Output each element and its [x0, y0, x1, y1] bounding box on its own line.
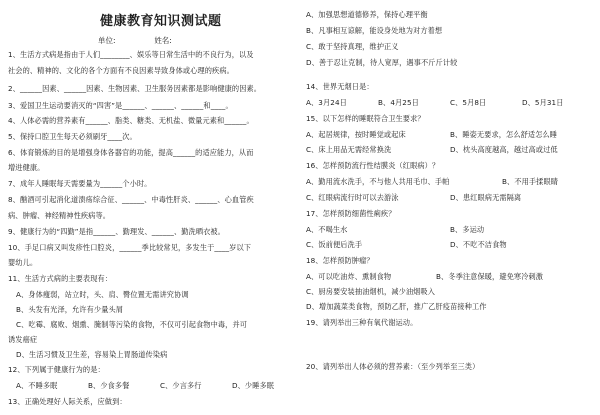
question-11-option-c-line-1: C、吃霉、腐败、烟熏、腌制等污染的食物，不仅可引起食物中毒，并可 [16, 320, 248, 329]
question-16: 16、怎样预防流行性结膜炎（红眼病）？ [306, 161, 440, 170]
question-6-line-2: 增进健康。 [8, 163, 45, 172]
question-18-option-a: A、可以吃油炸、熏制食物 [306, 272, 392, 281]
question-17: 17、怎样预防细菌性痢疾？ [306, 209, 396, 218]
question-13-option-a: A、加强思想道德修养，保持心理平衡 [306, 10, 428, 19]
question-8-line-2: 病、肿瘤、神经精神性疾病等。 [8, 211, 111, 220]
question-18-option-b: B、冬季注意保暖，避免寒冷刺激 [436, 272, 544, 281]
name-label: 姓名: [154, 36, 172, 45]
question-4: 4、人体必需的营养素有______、脂类、糖类、无机盐、微量元素和______。 [8, 116, 254, 125]
question-16-row-1 [306, 177, 558, 186]
question-16-option-c: C、红眼病流行时可以去游泳 [306, 193, 399, 202]
question-18-option-d: D、增加蔬菜类食物，预防乙肝，推广乙肝疫苗接种工作 [306, 302, 487, 311]
unit-label: 单位: [98, 36, 116, 45]
question-17-option-a: A、不喝生水 [306, 225, 348, 234]
left-column [8, 0, 298, 415]
question-14-option-c: C、5月8日 [450, 98, 487, 107]
question-13-option-d: D、善于忍让克制，待人宽厚，遇事不斤斤计较 [306, 58, 458, 67]
question-15-option-d: D、枕头高度越高，越过高或过低 [450, 145, 558, 154]
question-20: 20、请列举出人体必须的营养素：（至少列举至三类） [306, 362, 480, 371]
question-12-option-d: D、少睡多眠 [232, 381, 275, 390]
question-1-line-2: 社会的、精神的、文化的各个方面有不良因素导致身体或心理的疾病。 [8, 66, 234, 75]
question-15-row-2 [306, 145, 558, 154]
question-9: 9、健康行为的“四勤”是指______、勤理发、______、勤洗晒衣被。 [8, 227, 225, 236]
question-17-row-1 [306, 225, 484, 234]
question-12: 12、下列属于健康行为的是： [8, 365, 105, 374]
question-12-option-a: A、不睡多眠 [16, 381, 58, 390]
question-5: 5、保持口腔卫生每天必须刷牙____次。 [8, 132, 137, 141]
question-14-option-b: B、4月25日 [378, 98, 419, 107]
question-8-line-1: 8、酗酒可引起消化道溃疡综合征、______、中毒性肝炎、______、心血管疾 [8, 195, 254, 204]
question-11-option-d: D、生活习惯及卫生差，容易染上胃肠道传染病 [16, 350, 168, 359]
page-title: 健康教育知识测试题 [100, 14, 222, 29]
question-14-options [306, 98, 594, 107]
question-7: 7、成年人睡眠每天需要量为______个小时。 [8, 179, 152, 188]
question-14-option-d: D、5月31日 [522, 98, 564, 107]
question-12-options [16, 381, 304, 390]
right-column [306, 0, 596, 415]
question-17-option-b: B、多运动 [450, 225, 485, 234]
question-15-option-b: B、睡姿无要求，怎么舒适怎么睡 [450, 130, 558, 139]
question-2: 2、______因素、______因素、生物因素、卫生服务因素都是影响健康的因素。 [8, 84, 262, 93]
question-18: 18、怎样预防肿瘤？ [306, 256, 374, 265]
question-15-option-a: A、起居规律，按时睡觉或起床 [306, 130, 406, 139]
question-11-option-a: A、身体瘦弱，站立时，头、肩、臀位置无需讲究协调 [16, 290, 189, 299]
question-12-option-b: B、少食多餐 [88, 381, 130, 390]
question-10-line-1: 10、手足口病又叫发疹性口腔炎，______季比较常见，多发生于____岁以下 [8, 243, 252, 252]
question-6-line-1: 6、体育锻炼的目的是增强身体各器官的功能，提高______的适应能力，从而 [8, 148, 254, 157]
question-19: 19、请列举出三种有氧代谢运动。 [306, 318, 418, 327]
question-16-option-b: B、不用手揉眼睛 [502, 177, 559, 186]
header-fields [98, 35, 172, 46]
question-16-option-d: D、患红眼病无需隔离 [450, 193, 522, 202]
question-11: 11、生活方式病的主要表现有： [8, 274, 113, 283]
question-13-option-b: B、凡事相互谅解，能设身处地为对方着想 [306, 26, 443, 35]
question-15-option-c: C、床上用品无需经常换洗 [306, 145, 392, 154]
question-18-row-1 [306, 272, 543, 281]
question-18-option-c: C、厨房要安装抽油烟机，减少油烟吸入 [306, 287, 436, 296]
question-13-option-c: C、敢于坚持真理，维护正义 [306, 42, 399, 51]
question-11-option-c-line-2: 诱发癌症 [8, 335, 38, 344]
question-11-option-b: B、头发有光泽，允许有少量头屑 [16, 305, 124, 314]
question-13: 13、正确处理好人际关系，应做到： [8, 397, 127, 406]
question-16-option-a: A、勤用流水洗手，不与他人共用毛巾、手帕 [306, 177, 450, 186]
question-1-line-1: 1、生活方式病是指由于人们________、娱乐等日常生活中的不良行为，以及 [8, 50, 254, 59]
question-15-row-1 [306, 130, 557, 139]
question-3: 3、爱国卫生运动要消灭的“四害”是______、______、______和____。 [8, 101, 233, 110]
question-16-row-2 [306, 193, 521, 202]
question-14-option-a: A、3月24日 [306, 98, 347, 107]
question-14: 14、世界无烟日是： [306, 82, 374, 91]
question-17-option-d: D、不吃不洁食物 [450, 240, 507, 249]
question-17-row-2 [306, 240, 507, 249]
question-17-option-c: C、饭前便后洗手 [306, 240, 363, 249]
question-12-option-c: C、少言多行 [160, 381, 202, 390]
question-10-line-2: 婴幼儿。 [8, 258, 38, 267]
question-15: 15、以下怎样的睡眠符合卫生要求？ [306, 114, 425, 123]
